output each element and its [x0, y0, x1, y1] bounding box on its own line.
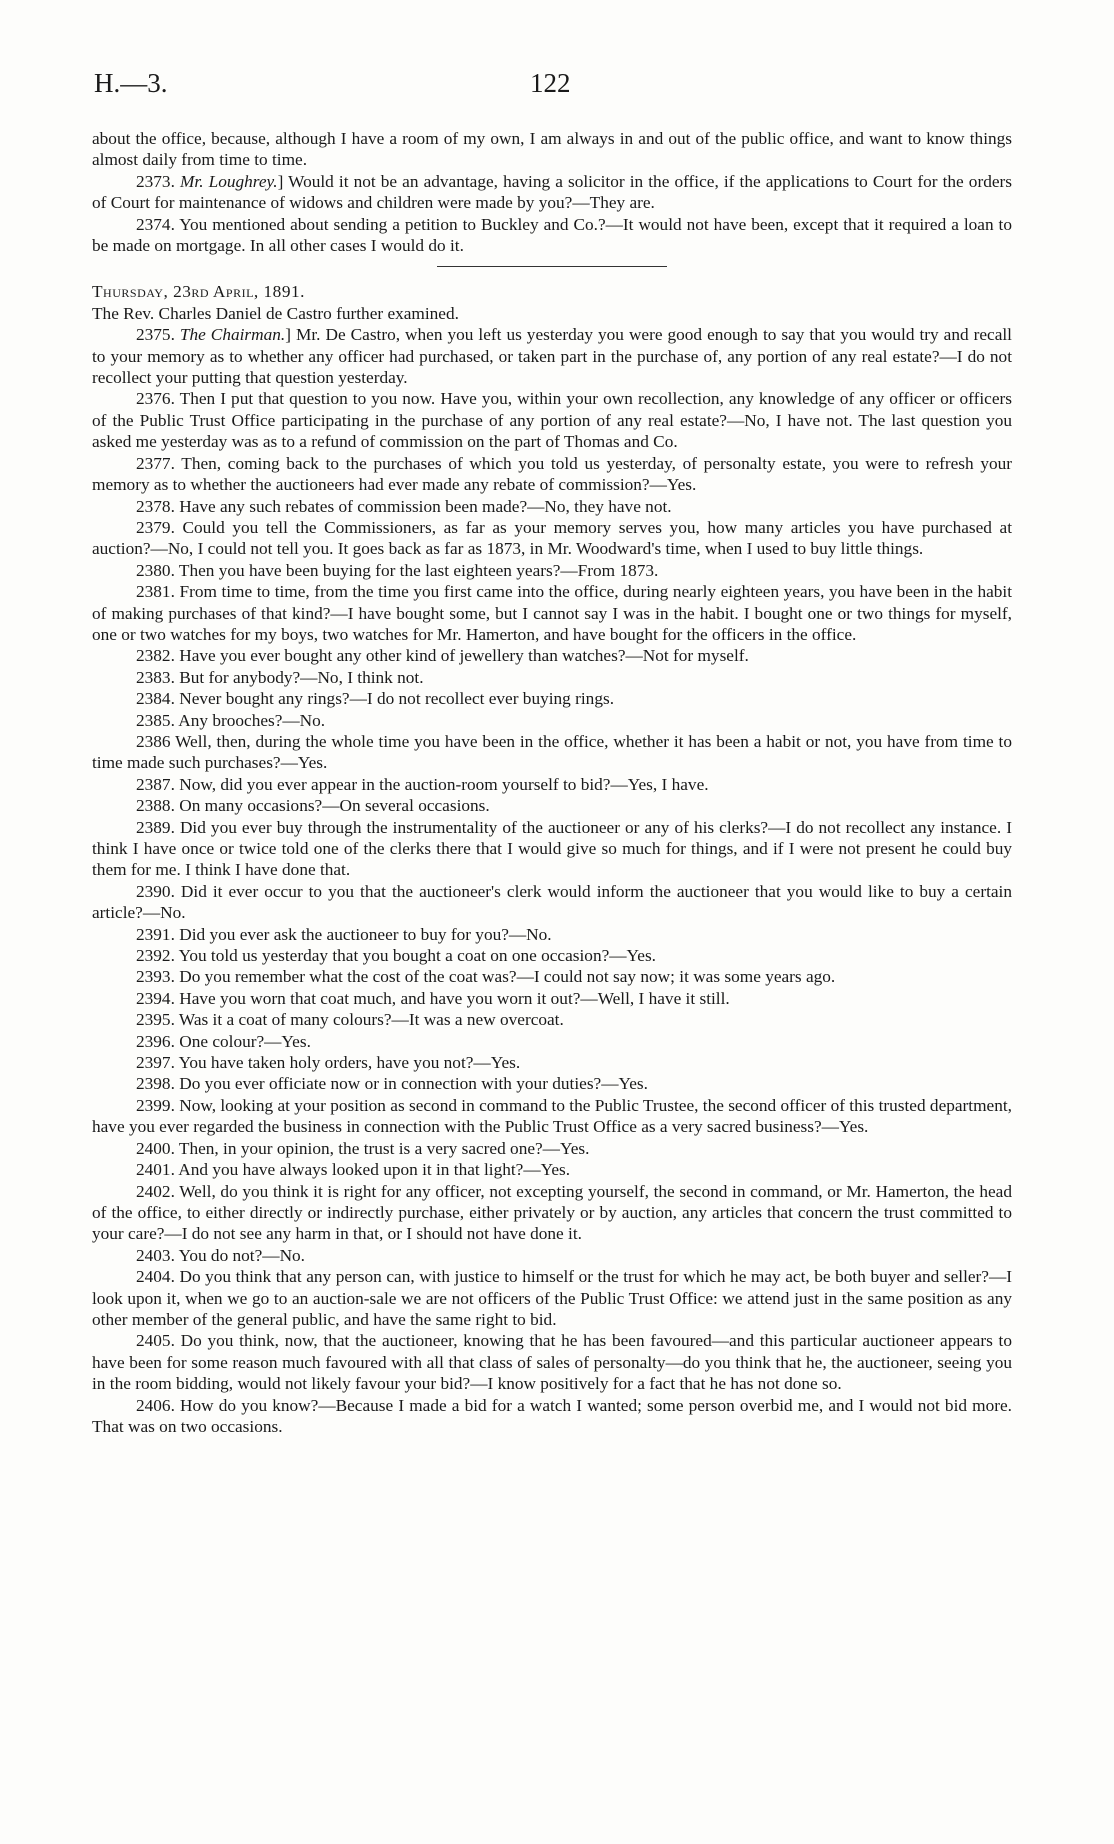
- paragraph-text: Well, then, during the whole time you have been in the office, whether it has been a habit or not, you have from time to time made such purchases?—Yes.: [92, 731, 1012, 773]
- evidence-paragraph: [92, 924, 1012, 945]
- question-number: 2383.: [136, 667, 175, 687]
- speaker-name: The Chairman.: [179, 325, 286, 345]
- intro-section: [92, 128, 1012, 256]
- paragraph-text: From time to time, from the time you first came into the office, during nearly eighteen years, you have been in the habit of making purchases of that kind?—I have bought some, but I cannot say I was in the habit. I bought one or two things for myself, one or two watches for my boys, two watches for Mr. Hamerton, and have bought for the officers in the office.: [92, 582, 1013, 644]
- evidence-paragraph: [92, 881, 1012, 924]
- question-number: 2388.: [136, 796, 175, 816]
- question-number: 2401.: [136, 1160, 175, 1180]
- question-number: 2381.: [136, 582, 175, 602]
- question-number: 2377.: [136, 453, 175, 473]
- evidence-paragraph: [92, 388, 1012, 452]
- evidence-paragraph: [92, 795, 1012, 816]
- paragraph-text: Any brooches?—No.: [178, 710, 326, 730]
- question-number: 2379.: [136, 517, 175, 537]
- question-number: 2397.: [136, 1053, 175, 1073]
- question-number: 2384.: [136, 689, 175, 709]
- evidence-paragraph: [92, 1009, 1012, 1030]
- evidence-paragraph: [92, 1031, 1012, 1052]
- paragraph-text: Do you think that any person can, with justice to himself or the trust for which he may act, be both buyer and seller?—I look upon it, when we go to an auction-sale we are not officers of the Public Trust Office: we attend just in the same position as any other member of the general public, and have the same right to bid.: [92, 1267, 1012, 1329]
- paragraph-text: Then you have been buying for the last eighteen years?—From 1873.: [178, 560, 659, 580]
- paragraph-text: ] Mr. De Castro, when you left us yesterday you were good enough to say that you would try and recall to your memory as to whether any officer had purchased, or taken part in the purchase of, any portion of any real estate?—I do not recollect your putting that question yesterday.: [92, 325, 1012, 388]
- evidence-paragraph: [92, 1052, 1012, 1073]
- evidence-paragraph: [92, 774, 1012, 795]
- evidence-paragraph: [92, 710, 1012, 731]
- paragraph-text: Have you ever bought any other kind of jewellery than watches?—Not for myself.: [179, 646, 749, 666]
- question-number: 2400.: [136, 1138, 175, 1158]
- paragraph-text: Did you ever ask the auctioneer to buy for you?—No.: [179, 924, 552, 944]
- paragraph-text: On many occasions?—On several occasions.: [179, 796, 490, 816]
- question-number: 2392.: [136, 946, 175, 966]
- question-number: 2387.: [136, 774, 175, 794]
- evidence-paragraph: [92, 1266, 1012, 1330]
- evidence-paragraph: [92, 581, 1012, 645]
- evidence-paragraph: [92, 645, 1012, 666]
- question-number: 2382.: [136, 646, 175, 666]
- section-divider: [437, 266, 667, 267]
- paragraph-text: But for anybody?—No, I think not.: [179, 667, 424, 687]
- question-number: 2393.: [136, 967, 175, 987]
- paragraph-text: Do you ever officiate now or in connection with your duties?—Yes.: [179, 1074, 648, 1094]
- question-number: 2380.: [136, 560, 175, 580]
- question-number: 2405.: [136, 1331, 175, 1351]
- question-number: 2396.: [136, 1031, 175, 1051]
- paragraph-text: Now, looking at your position as second in command to the Public Trustee, the second officer of this trusted department, have you ever regarded the business in connection with the Public Trust Office as a very sacred business?—Yes.: [92, 1095, 1012, 1137]
- evidence-paragraph: [92, 171, 1012, 214]
- paragraph-text: Then, coming back to the purchases of which you told us yesterday, of personalty estate, you were to refresh your memory as to whether the auctioneers had ever made any rebate of commission?—Yes.: [92, 453, 1012, 495]
- paragraph-text: You do not?—No.: [178, 1245, 306, 1265]
- paragraph-text: Now, did you ever appear in the auction-room yourself to bid?—Yes, I have.: [179, 774, 709, 794]
- paragraph-text: Could you tell the Commissioners, as far as your memory serves you, how many articles you have purchased at auction?—No, I could not tell you. It goes back as far as 1873, in Mr. Woodward's time, when I used to buy little things.: [92, 517, 1012, 559]
- question-number: 2375.: [136, 325, 175, 345]
- paragraph-text: Well, do you think it is right for any officer, not excepting yourself, the second in command, or Mr. Hamerton, the head of the office, to either directly or indirectly purchase, either privately or by auction, any articles that concern the trust committed to your care?—I do not see any harm in that, or I should not have done it.: [92, 1181, 1012, 1244]
- question-number: 2398.: [136, 1074, 175, 1094]
- question-number: 2376.: [136, 389, 175, 409]
- evidence-paragraph: [92, 688, 1012, 709]
- paragraph-text: about the office, because, although I have a room of my own, I am always in and out of the public office, and want to know things almost daily from time to time.: [92, 129, 1012, 170]
- paragraph-text: You told us yesterday that you bought a coat on one occasion?—Yes.: [178, 946, 656, 966]
- question-number: 2374.: [136, 214, 175, 234]
- question-number: 2399.: [136, 1095, 175, 1115]
- speaker-name: Mr. Loughrey.: [180, 171, 278, 191]
- paragraph-text: You have taken holy orders, have you not?—Yes.: [178, 1053, 521, 1073]
- evidence-paragraph: [92, 496, 1012, 517]
- question-number: 2389.: [136, 817, 175, 837]
- evidence-paragraph: [92, 517, 1012, 560]
- evidence-paragraph: [92, 453, 1012, 496]
- paragraph-text: Have you worn that coat much, and have you worn it out?—Well, I have it still.: [179, 988, 730, 1008]
- paragraph-text: ] Would it not be an advantage, having a solicitor in the office, if the applications to Court for the orders of Court for maintenance of widows and children were made by you?—They are.: [92, 171, 1012, 213]
- question-number: 2402.: [136, 1181, 175, 1201]
- question-number: 2406.: [136, 1395, 175, 1415]
- question-number: 2378.: [136, 496, 175, 516]
- evidence-paragraph: [92, 988, 1012, 1009]
- evidence-paragraph: [92, 817, 1012, 881]
- evidence-paragraph: [92, 1159, 1012, 1180]
- sitting-date: Thursday, 23rd April, 1891.: [92, 282, 305, 302]
- evidence-paragraph: [92, 667, 1012, 688]
- paragraph-text: Do you remember what the cost of the coat was?—I could not say now; it was some years ago.: [179, 967, 836, 987]
- paragraph-text: Have any such rebates of commission been made?—No, they have not.: [179, 496, 672, 516]
- paragraph-text: Never bought any rings?—I do not recollect ever buying rings.: [179, 689, 615, 709]
- witness-line: The Rev. Charles Daniel de Castro further examined.: [92, 303, 459, 323]
- evidence-paragraph: [92, 1245, 1012, 1266]
- paragraph-text: Did you ever buy through the instrumentality of the auctioneer or any of his clerks?—I do not recollect any instance. I think I have once or twice told one of the clerks there that I would give so much for things, and if I were not present he could buy them for me. I think I have done that.: [92, 817, 1012, 880]
- paper-reference: H.—3.: [94, 68, 168, 98]
- evidence-paragraph: [92, 1330, 1012, 1394]
- witness-heading: [92, 303, 1012, 324]
- question-number: 2386: [136, 731, 171, 751]
- page-header: [94, 68, 1024, 108]
- paragraph-text: Did it ever occur to you that the auctioneer's clerk would inform the auctioneer that you would like to buy a certain article?—No.: [92, 881, 1012, 923]
- paragraph-text: How do you know?—Because I made a bid for a watch I wanted; some person overbid me, and I would not bid more. That was on two occasions.: [92, 1395, 1012, 1436]
- question-number: 2373.: [136, 171, 175, 191]
- paragraph-text: Do you think, now, that the auctioneer, knowing that he has been favoured—and this particular auctioneer appears to have been for some reason much favoured with all that class of sales of personalty—do you think that he, the auctioneer, seeing you in the room bidding, would not likely favour your bid?—I know positively for a fact that he has not done so.: [92, 1331, 1013, 1394]
- page-body: [92, 128, 1012, 1437]
- evidence-paragraph: [92, 1138, 1012, 1159]
- evidence-paragraph: [92, 1395, 1012, 1438]
- paragraph-text: And you have always looked upon it in that light?—Yes.: [178, 1160, 571, 1180]
- question-number: 2385.: [136, 710, 175, 730]
- paragraph-text: Then, in your opinion, the trust is a very sacred one?—Yes.: [178, 1138, 590, 1158]
- question-number: 2390.: [136, 881, 175, 901]
- paragraph-text: Then I put that question to you now. Have you, within your own recollection, any knowledge of any officer or officers of the Public Trust Office participating in the purchase of any portion of any real estate?—No, I have not. The last question you asked me yesterday was as to a refund of commission on the part of Thomas and Co.: [92, 389, 1013, 452]
- paragraph-text: Was it a coat of many colours?—It was a new overcoat.: [178, 1010, 564, 1030]
- questions-section: [92, 324, 1012, 1437]
- evidence-paragraph: [92, 128, 1012, 171]
- paragraph-text: One colour?—Yes.: [179, 1031, 311, 1051]
- evidence-paragraph: [92, 1073, 1012, 1094]
- evidence-paragraph: [92, 966, 1012, 987]
- evidence-paragraph: [92, 324, 1012, 388]
- question-number: 2395.: [136, 1010, 175, 1030]
- question-number: 2403.: [136, 1245, 175, 1265]
- page-number: 122: [530, 68, 571, 98]
- evidence-paragraph: [92, 560, 1012, 581]
- question-number: 2404.: [136, 1267, 175, 1287]
- evidence-paragraph: [92, 945, 1012, 966]
- evidence-paragraph: [92, 214, 1012, 257]
- evidence-paragraph: [92, 731, 1012, 774]
- paragraph-text: You mentioned about sending a petition to Buckley and Co.?—It would not have been, except that it required a loan to be made on mortgage. In all other cases I would do it.: [92, 214, 1012, 256]
- evidence-paragraph: [92, 1181, 1012, 1245]
- evidence-paragraph: [92, 1095, 1012, 1138]
- question-number: 2391.: [136, 924, 175, 944]
- question-number: 2394.: [136, 988, 175, 1008]
